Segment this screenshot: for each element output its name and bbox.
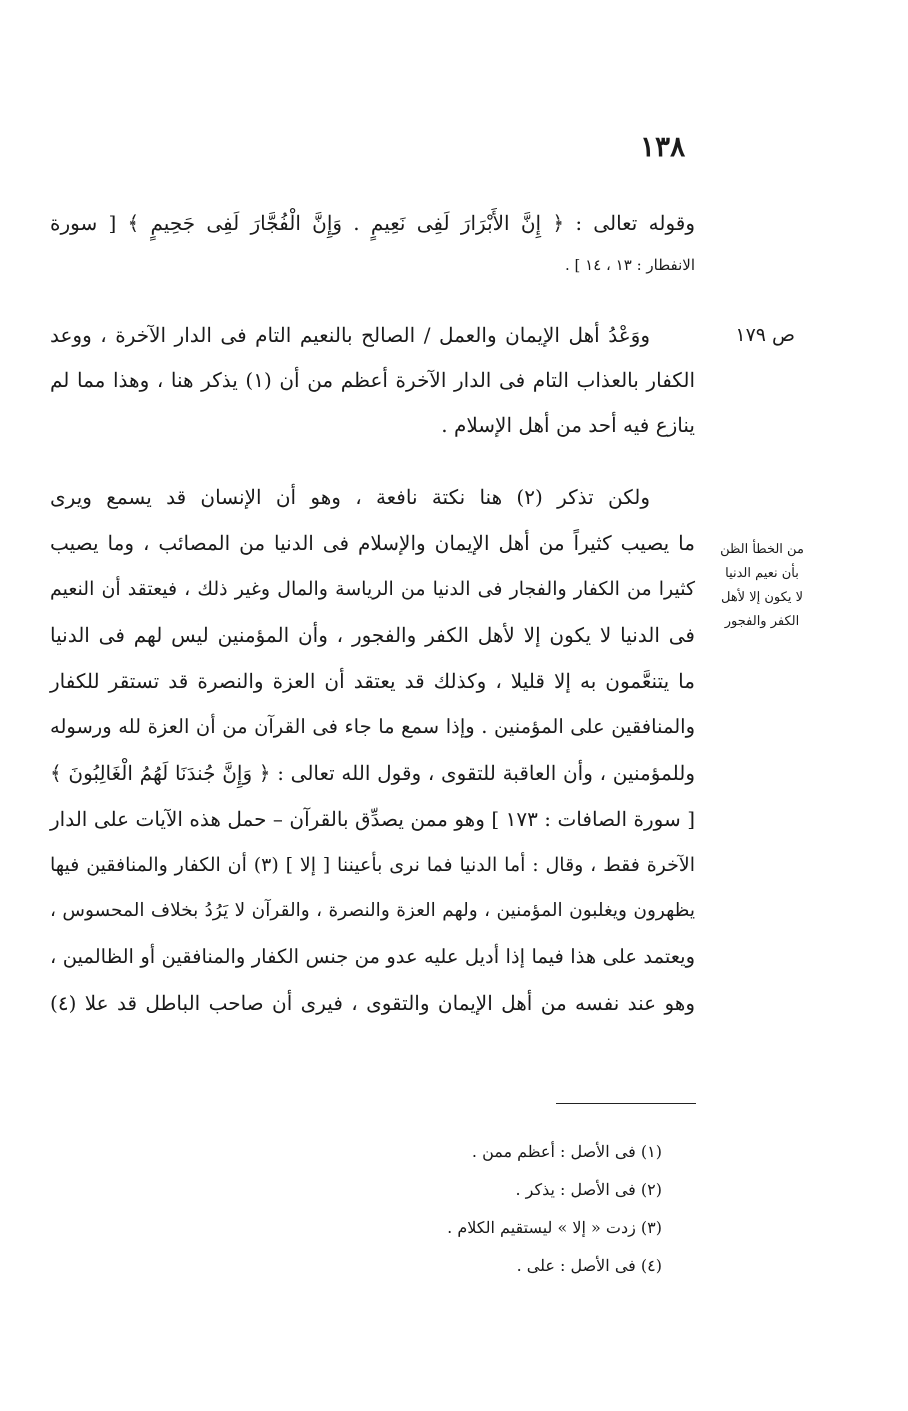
verse-citation: الانفطار : ١٣ ، ١٤ ] .	[565, 256, 695, 274]
footnote: (٣) زدت « إلا » ليستقيم الكلام .	[447, 1218, 662, 1237]
paragraph-line: كثيرا من الكفار والفجار فى الدنيا من الرياسة والمال وغير ذلك ، فيعتقد أن النعيم	[50, 578, 695, 600]
verse-line: وقوله تعالى : ﴿ إِنَّ الأَبْرَارَ لَفِى نَعِيمٍ . وَإِنَّ الْفُجَّارَ لَفِى جَحِيمٍ ﴾ [ سورة	[50, 211, 695, 235]
marginal-note-line: الكفر والفجور	[724, 614, 800, 629]
footnote: (٤) فى الأصل : على .	[516, 1256, 662, 1275]
page-number: ١٣٨	[640, 130, 686, 163]
paragraph-line: وللمؤمنين ، وأن العاقبة للتقوى ، وقول الله تعالى : ﴿ وَإِنَّ جُندَنَا لَهُمُ الْغَالِبُونَ ﴾	[50, 761, 695, 785]
marginal-note-line: من الخطأ الظن	[720, 542, 804, 557]
paragraph-1	[50, 320, 695, 460]
verse-block	[50, 208, 695, 280]
paragraph-line: ما يتنعَّمون به إلا قليلا ، وكذلك قد يعتقد أن العزة والنصرة قد تستقر للكفار	[50, 669, 695, 693]
marginal-note-line: لا يكون إلا لأهل	[720, 590, 803, 605]
paragraph-line: الآخرة فقط ، وقال : أما الدنيا فما نرى بأعيننا [ إلا ] (٣) أن الكفار والمنافقين فيها	[50, 854, 695, 876]
paragraph-2	[50, 482, 695, 1052]
paragraph-line: وهو عند نفسه من أهل الإيمان والتقوى ، فيرى أن صاحب الباطل قد علا (٤)	[50, 991, 695, 1015]
paragraph-line: ولكن تذكر (٢) هنا نكتة نافعة ، وهو أن الإنسان قد يسمع ويرى	[50, 485, 650, 509]
paragraph-line: [ سورة الصافات : ١٧٣ ] وهو ممن يصدِّق بالقرآن – حمل هذه الآيات على الدار	[50, 807, 695, 831]
paragraph-line: الكفار بالعذاب التام فى الدار الآخرة أعظم من أن (١) يذكر هنا ، وهذا مما لم	[50, 368, 696, 392]
paragraph-line: ووَعْدُ أهل الإيمان والعمل / الصالح بالنعيم التام فى الدار الآخرة ، ووعد	[50, 323, 650, 347]
footnote: (٢) فى الأصل : يذكر .	[515, 1180, 662, 1199]
paragraph-line: ويعتمد على هذا فيما إذا أديل عليه عدو من جنس الكفار والمنافقين أو الظالمين ،	[50, 945, 695, 968]
paragraph-line: يظهرون ويغلبون المؤمنين ، ولهم العزة والنصرة ، والقرآن لا يَرُدُ بخلاف المحسوس ،	[50, 900, 695, 921]
paragraph-line: ينازع فيه أحد من أهل الإسلام .	[441, 413, 695, 437]
footnote-separator	[556, 1103, 696, 1104]
paragraph-line: والمنافقين على المؤمنين . وإذا سمع ما جاء فى القرآن من أن العزة لله ورسوله	[50, 715, 695, 738]
footnote: (١) فى الأصل : أعظم ممن .	[471, 1142, 662, 1161]
marginal-note	[712, 538, 812, 634]
paragraph-line: فى الدنيا لا يكون إلا لأهل الكفر والفجور ، وأن المؤمنين ليس لهم فى الدنيا	[50, 623, 695, 647]
paragraph-line: ما يصيب كثيراً من أهل الإيمان والإسلام فى الدنيا من المصائب ، وما يصيب	[50, 531, 695, 555]
marginal-note-line: بأن نعيم الدنيا	[725, 566, 799, 581]
marginal-page-reference: ص ١٧٩	[735, 324, 795, 346]
